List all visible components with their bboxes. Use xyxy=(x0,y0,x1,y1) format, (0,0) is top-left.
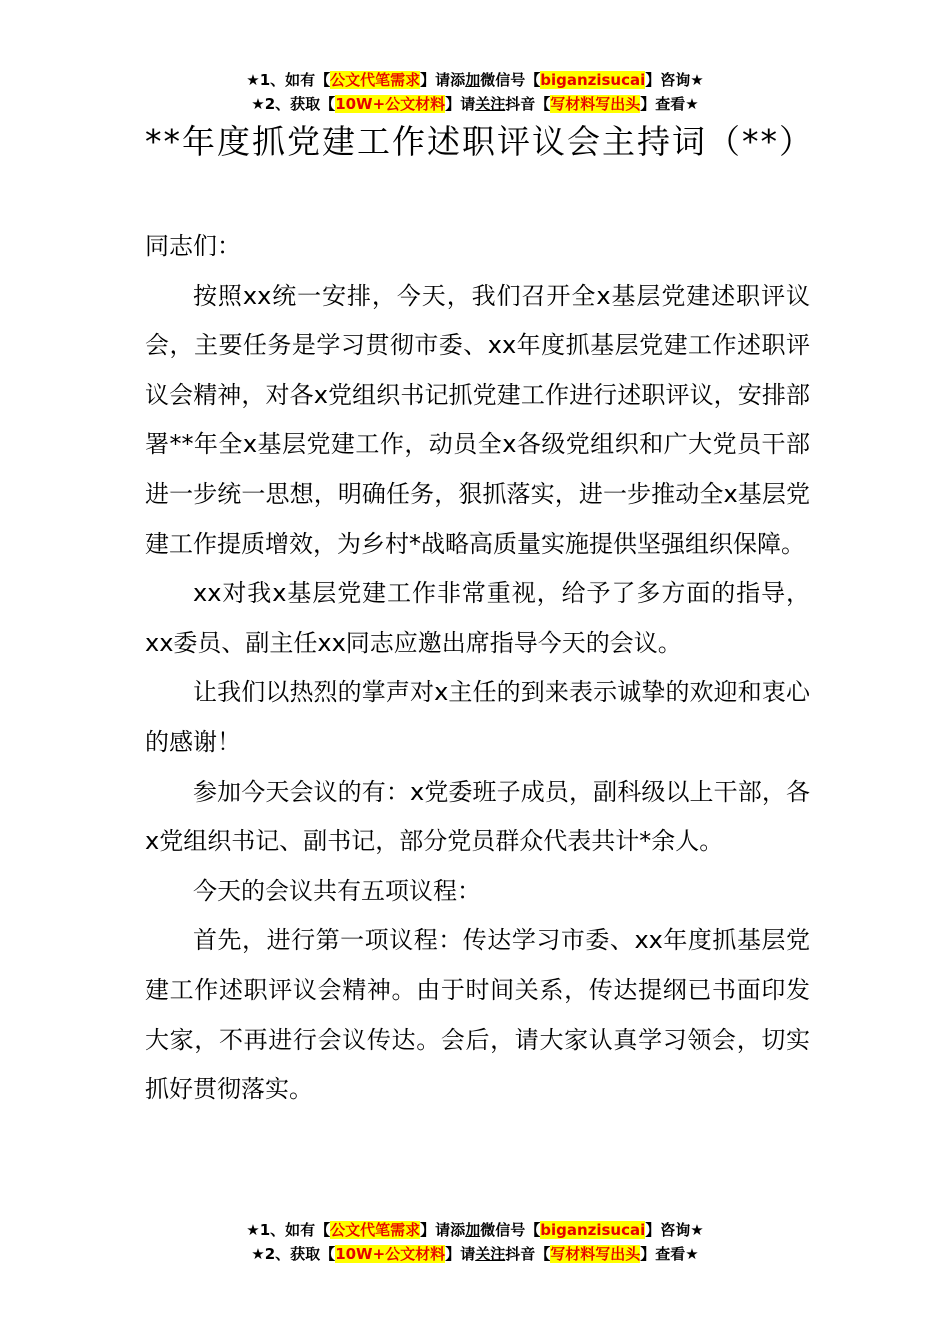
banner-text: ★1、如有【 xyxy=(246,71,331,89)
banner-text: 】请添 xyxy=(420,1221,466,1239)
paragraph: 按照xx统一安排，今天，我们召开全x基层党建述职评议会，主要任务是学习贯彻市委、xx年度抓基层党建工作述职评议会精神，对各x党组织书记抓党建工作进行述职评议，安排部署**年全x基层党建工作，动员全x各级党组织和广大党员干部进一步统一思想，明确任务，狠抓落实，进一步推动全x基层党建工作提质增效，为乡村*战略高质量实施提供坚强组织保障。 xyxy=(145,281,810,558)
banner-text: 】咨询★ xyxy=(645,1221,704,1239)
banner-highlight: 写材料写出头 xyxy=(550,95,641,113)
paragraph: 让我们以热烈的掌声对x主任的到来表示诚挚的欢迎和衷心的感谢！ xyxy=(145,678,810,756)
banner-highlight: 10W+公文材料 xyxy=(335,95,446,113)
salutation: 同志们： xyxy=(145,232,241,260)
document-title: **年度抓党建工作述职评议会主持词（**） xyxy=(145,122,814,161)
banner-text: 】咨询★ xyxy=(645,71,704,89)
banner-highlight: 10W+公文材料 xyxy=(335,1245,446,1263)
banner-text: 】请 xyxy=(445,1245,476,1263)
paragraph: xx对我x基层党建工作非常重视，给予了多方面的指导，xx委员、副主任xx同志应邀出席指导今天的会议。 xyxy=(145,579,810,657)
banner-text: 】请 xyxy=(445,95,476,113)
paragraph: 首先，进行第一项议程：传达学习市委、xx年度抓基层党建工作述职评议会精神。由于时间关系，传达提纲已书面印发大家，不再进行会议传达。会后，请大家认真学习领会，切实抓好贯彻落实。 xyxy=(145,926,810,1104)
banner-text: 】请添 xyxy=(420,71,466,89)
banner-text: 抖音【 xyxy=(505,95,551,113)
banner-line-1 xyxy=(0,68,950,92)
document-body xyxy=(145,222,810,1115)
banner-highlight: 写材料写出头 xyxy=(550,1245,641,1263)
banner-highlight: 公文代笔需求 xyxy=(330,71,421,89)
banner-highlight: biganzisucai xyxy=(540,71,646,89)
paragraph: 今天的会议共有五项议程： xyxy=(193,876,481,905)
banner-highlight: 公文代笔需求 xyxy=(330,1221,421,1239)
banner-highlight: biganzisucai xyxy=(540,1221,646,1239)
banner-text: ★1、如有【 xyxy=(246,1221,331,1239)
banner-text: 】查看★ xyxy=(640,1245,699,1263)
banner-text: ★2、获取【 xyxy=(251,95,336,113)
footer-banner xyxy=(0,1218,950,1266)
banner-text: 抖音【 xyxy=(505,1245,551,1263)
header-banner xyxy=(0,68,950,116)
banner-line-1 xyxy=(0,1218,950,1242)
banner-underlined: 关注 xyxy=(475,1245,506,1263)
banner-text: 微信号【 xyxy=(480,1221,541,1239)
banner-line-2 xyxy=(0,1242,950,1266)
banner-text: 】查看★ xyxy=(640,95,699,113)
banner-text: 微信号【 xyxy=(480,71,541,89)
banner-line-2 xyxy=(0,92,950,116)
banner-underlined: 加 xyxy=(465,71,481,89)
paragraph: 参加今天会议的有：x党委班子成员，副科级以上干部，各x党组织书记、副书记，部分党员群众代表共计*余人。 xyxy=(145,777,810,856)
banner-underlined: 关注 xyxy=(475,95,506,113)
banner-underlined: 加 xyxy=(465,1221,481,1239)
banner-text: ★2、获取【 xyxy=(251,1245,336,1263)
